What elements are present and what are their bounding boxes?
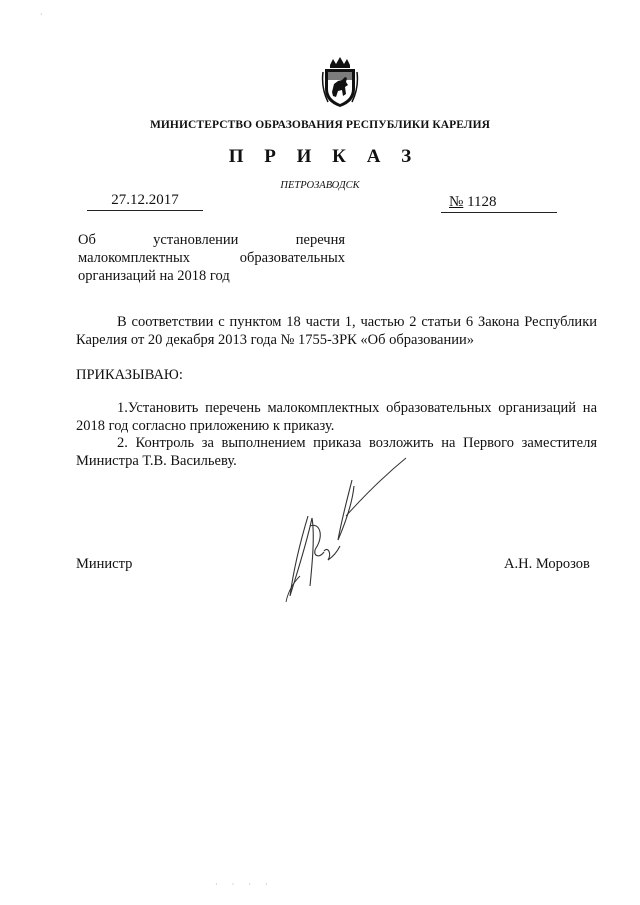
scan-mark: · [40, 10, 43, 19]
signatory-position: Министр [76, 556, 133, 572]
subject-line-1: Об установлении перечня [78, 232, 345, 248]
ministry-name: МИНИСТЕРСТВО ОБРАЗОВАНИЯ РЕСПУБЛИКИ КАРЕЛИЯ [149, 119, 491, 131]
city-name: ПЕТРОЗАВОДСК [280, 180, 360, 191]
number-sign: № [449, 194, 464, 210]
scan-mark-bottom: · · · · [215, 880, 274, 889]
document-date: 27.12.2017 [87, 192, 203, 211]
document-title: П Р И К А З [228, 146, 420, 167]
signatory-name: А.Н. Морозов [504, 556, 590, 572]
document-number [441, 194, 557, 213]
number-value: 1128 [467, 194, 497, 210]
subject-line-3: организаций на 2018 год [78, 268, 230, 284]
order-item-1: 1.Установить перечень малокомплектных образовательных организаций на 2018 год согласно приложению к приказу. [76, 400, 597, 434]
karelia-coat-of-arms-icon [321, 56, 359, 108]
subject-line-2: малокомплектных образовательных [78, 250, 345, 266]
signature-icon [272, 456, 412, 606]
preamble-paragraph: В соответствии с пунктом 18 части 1, частью 2 статьи 6 Закона Республики Карелия от 20 декабря 2013 года № 1755-ЗРК «Об образовании» [76, 314, 597, 348]
order-item-2: 2. Контроль за выполнением приказа возложить на Первого заместителя Министра Т.В. Васильеву. [76, 435, 597, 469]
document-subject [78, 231, 345, 285]
order-word: ПРИКАЗЫВАЮ: [76, 367, 183, 383]
